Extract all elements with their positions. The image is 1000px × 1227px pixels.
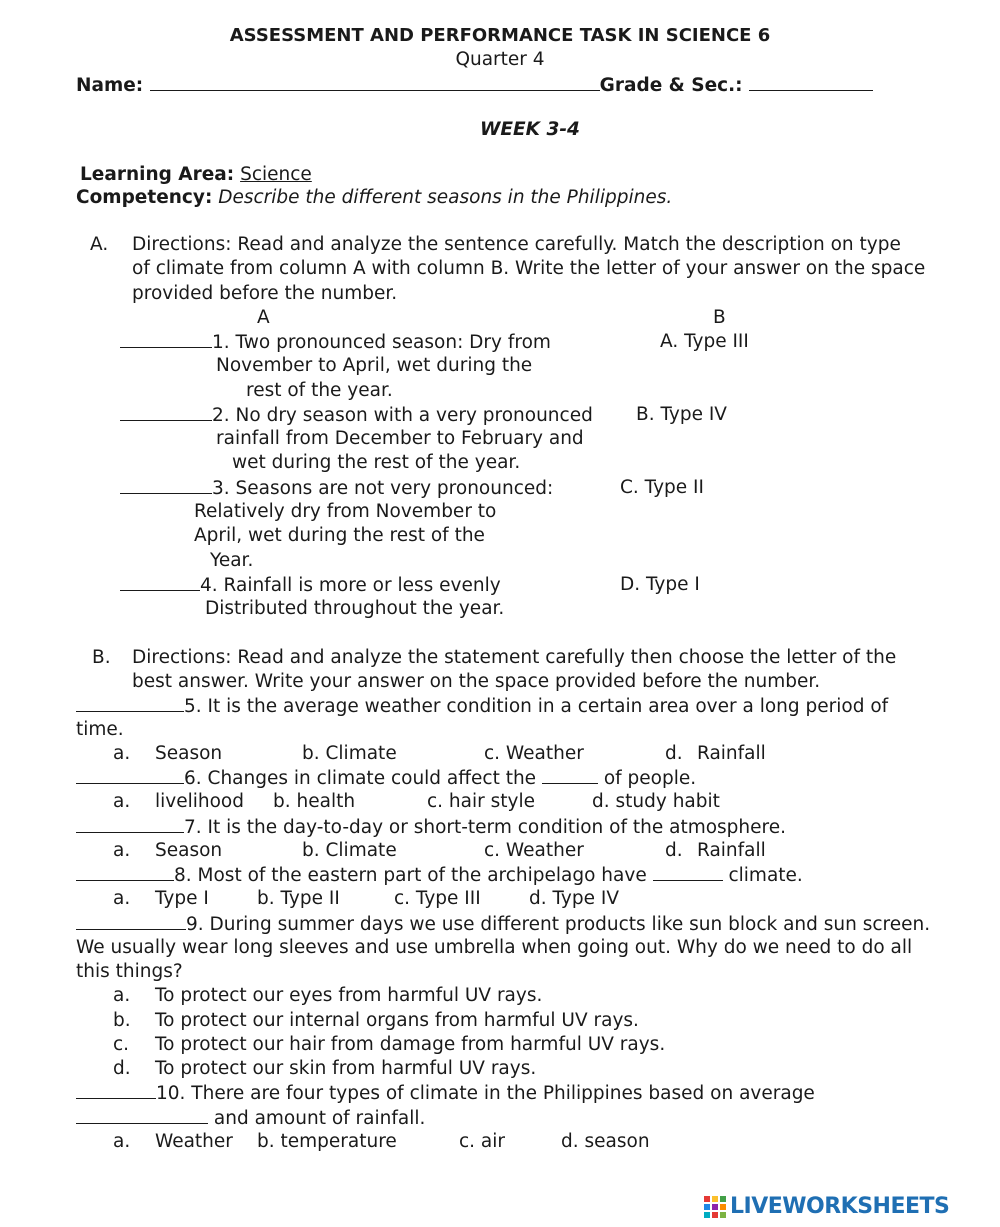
choice-c: C. Type II <box>620 477 704 498</box>
answer-blank-3[interactable] <box>120 476 212 494</box>
learning-area <box>80 163 312 187</box>
answer-blank-2[interactable] <box>120 403 212 421</box>
item-2 <box>120 403 593 428</box>
q8-opt-a-letter: a. <box>113 888 131 909</box>
item-1 <box>120 330 551 355</box>
part-a-directions-1: Directions: Read and analyze the sentence carefully. Match the description on type <box>132 234 901 255</box>
question-9 <box>76 912 930 937</box>
worksheet-title: ASSESSMENT AND PERFORMANCE TASK IN SCIENCE 6 <box>229 25 771 46</box>
q8-inline-blank[interactable] <box>653 863 723 881</box>
name-field[interactable] <box>150 73 600 91</box>
q10-opt-a-letter: a. <box>113 1131 131 1152</box>
q6-opt-d: d. study habit <box>592 791 720 812</box>
item-3-text: 3. Seasons are not very pronounced: <box>212 478 554 499</box>
item-1-line-3: rest of the year. <box>246 380 393 401</box>
logo-grid-icon <box>704 1196 726 1218</box>
question-5 <box>76 694 888 719</box>
column-b-header: B <box>713 307 726 328</box>
q7-opt-a: Season <box>155 840 223 861</box>
q10-opt-b: b. temperature <box>257 1131 397 1152</box>
part-a-letter: A. <box>90 234 109 255</box>
item-4 <box>120 573 501 598</box>
grade-label: Grade & Sec.: <box>599 75 743 96</box>
answer-blank-4[interactable] <box>120 573 200 591</box>
question-9-text: 9. During summer days we use different products like sun block and sun screen. <box>186 914 931 935</box>
q9-opt-c-letter: c. <box>113 1034 130 1055</box>
q5-opt-b: b. Climate <box>302 743 397 764</box>
item-2-line-2: rainfall from December to February and <box>216 428 584 449</box>
q6-inline-blank[interactable] <box>542 766 598 784</box>
q5-opt-d: Rainfall <box>697 743 766 764</box>
part-b-letter: B. <box>92 647 111 668</box>
q9-opt-b: To protect our internal organs from harmful UV rays. <box>155 1010 639 1031</box>
choice-d: D. Type I <box>620 574 700 595</box>
learning-area-label: Learning Area: <box>80 164 235 185</box>
answer-blank-7[interactable] <box>76 815 184 833</box>
question-8 <box>76 863 803 888</box>
q10-inline-blank[interactable] <box>76 1106 208 1124</box>
item-3-line-3: April, wet during the rest of the <box>194 525 485 546</box>
q5-opt-a: Season <box>155 743 223 764</box>
question-10-line-2 <box>76 1106 425 1131</box>
answer-blank-9[interactable] <box>76 912 186 930</box>
item-3-line-4: Year. <box>210 550 254 571</box>
question-8-text-end: climate. <box>728 865 803 886</box>
answer-blank-5[interactable] <box>76 694 184 712</box>
question-7 <box>76 815 786 840</box>
q6-opt-a: livelihood <box>155 791 244 812</box>
part-b-directions-1: Directions: Read and analyze the statement carefully then choose the letter of the <box>132 647 897 668</box>
question-6 <box>76 766 696 791</box>
q9-opt-d-letter: d. <box>113 1058 131 1079</box>
item-2-text: 2. No dry season with a very pronounced <box>212 405 593 426</box>
q10-opt-d: d. season <box>561 1131 650 1152</box>
competency-label: Competency: <box>76 187 213 208</box>
question-6-text-end: of people. <box>603 768 697 789</box>
q10-opt-c: c. air <box>459 1131 506 1152</box>
learning-area-value: Science <box>240 164 312 185</box>
question-10 <box>76 1081 815 1106</box>
question-5-cont: time. <box>76 719 124 740</box>
question-10-text: 10. There are four types of climate in the Philippines based on average <box>156 1083 815 1104</box>
question-8-text: 8. Most of the eastern part of the archipelago have <box>174 865 647 886</box>
question-7-text: 7. It is the day-to-day or short-term condition of the atmosphere. <box>184 817 786 838</box>
answer-blank-6[interactable] <box>76 766 184 784</box>
item-1-line-2: November to April, wet during the <box>216 355 533 376</box>
item-2-line-3: wet during the rest of the year. <box>232 452 521 473</box>
item-4-line-2: Distributed throughout the year. <box>205 598 505 619</box>
q9-opt-d: To protect our skin from harmful UV rays. <box>155 1058 537 1079</box>
q7-opt-a-letter: a. <box>113 840 131 861</box>
name-label: Name: <box>76 75 144 96</box>
question-6-text: 6. Changes in climate could affect the <box>184 768 537 789</box>
item-4-text: 4. Rainfall is more or less evenly <box>200 575 501 596</box>
q6-opt-c: c. hair style <box>427 791 535 812</box>
q7-opt-d-letter: d. <box>665 840 683 861</box>
q8-opt-b: b. Type II <box>257 888 340 909</box>
q5-opt-c: c. Weather <box>484 743 584 764</box>
name-row <box>76 73 873 98</box>
q7-opt-d: Rainfall <box>697 840 766 861</box>
q7-opt-c: c. Weather <box>484 840 584 861</box>
part-a-directions-3: provided before the number. <box>132 283 398 304</box>
liveworksheets-logo <box>704 1192 994 1222</box>
answer-blank-1[interactable] <box>120 330 212 348</box>
item-3 <box>120 476 553 501</box>
grade-field[interactable] <box>749 73 873 91</box>
q7-opt-b: b. Climate <box>302 840 397 861</box>
q10-opt-a: Weather <box>155 1131 233 1152</box>
q8-opt-a: Type I <box>155 888 209 909</box>
q9-opt-b-letter: b. <box>113 1010 131 1031</box>
part-a-directions-2: of climate from column A with column B. Write the letter of your answer on the space <box>132 258 926 279</box>
choice-b: B. Type IV <box>636 404 727 425</box>
competency <box>76 186 672 210</box>
competency-value: Describe the different seasons in the Philippines. <box>218 187 673 208</box>
q8-opt-c: c. Type III <box>394 888 481 909</box>
q9-opt-c: To protect our hair from damage from harmful UV rays. <box>155 1034 666 1055</box>
week-label: WEEK 3-4 <box>480 119 580 140</box>
q9-opt-a: To protect our eyes from harmful UV rays. <box>155 985 543 1006</box>
q6-opt-b: b. health <box>273 791 356 812</box>
question-9-line-2: We usually wear long sleeves and use umbrella when going out. Why do we need to do all <box>76 937 913 958</box>
question-9-line-3: this things? <box>76 961 183 982</box>
answer-blank-8[interactable] <box>76 863 174 881</box>
part-b-directions-2: best answer. Write your answer on the space provided before the number. <box>132 671 821 692</box>
question-10-text-end: and amount of rainfall. <box>213 1108 426 1129</box>
answer-blank-10[interactable] <box>76 1081 156 1099</box>
q5-opt-d-letter: d. <box>665 743 683 764</box>
quarter-label: Quarter 4 <box>455 49 545 70</box>
item-3-line-2: Relatively dry from November to <box>194 501 497 522</box>
q9-opt-a-letter: a. <box>113 985 131 1006</box>
column-a-header: A <box>257 307 270 328</box>
q5-opt-a-letter: a. <box>113 743 131 764</box>
q8-opt-d: d. Type IV <box>529 888 619 909</box>
question-5-text: 5. It is the average weather condition in a certain area over a long period of <box>184 696 889 717</box>
item-1-text: 1. Two pronounced season: Dry from <box>212 332 551 353</box>
choice-a: A. Type III <box>660 331 749 352</box>
q6-opt-a-letter: a. <box>113 791 131 812</box>
logo-text: LIVEWORKSHEETS <box>730 1194 950 1219</box>
